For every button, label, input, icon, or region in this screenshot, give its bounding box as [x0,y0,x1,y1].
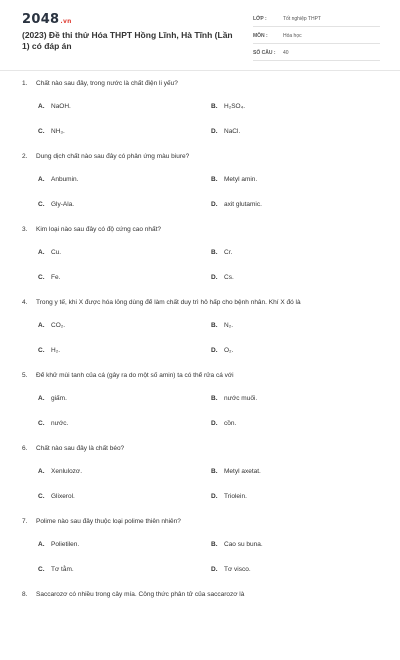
answer-option-c[interactable] [38,420,68,427]
question-stem: Chất nào sau đây là chất béo? [36,445,125,452]
answer-option-b[interactable] [211,468,261,475]
question-item [0,149,400,222]
question-number: 1. [22,80,28,87]
option-text: Glixerol. [51,493,75,500]
meta-value: Tốt nghiệp THPT [283,16,321,22]
option-text: Tơ visco. [224,566,251,573]
option-letter: C. [38,420,45,427]
option-letter: D. [211,420,218,427]
option-letter: B. [211,468,218,475]
option-text: CO₂. [51,322,66,329]
logo-suffix: .vn [60,18,72,25]
answer-option-a[interactable] [38,541,79,548]
option-text: Metyl amin. [224,176,258,183]
answer-option-a[interactable] [38,322,65,329]
answer-option-c[interactable] [38,566,74,573]
exam-title: (2023) Đề thi thử Hóa THPT Hồng Lĩnh, Hà Tĩnh (Lần 1) có đáp án [22,30,233,51]
question-text [22,518,382,525]
meta-label: SỐ CÂU : [253,50,276,56]
answer-option-b[interactable] [211,249,232,256]
option-text: NaCl. [224,128,241,135]
answer-option-d[interactable] [211,274,234,281]
answer-option-c[interactable] [38,347,60,354]
option-text: Tơ tằm. [51,566,74,573]
meta-row-subject [253,29,380,44]
option-text: Gly-Ala. [51,201,75,208]
option-text: Cao su buna. [224,541,263,548]
question-stem: Trong y tế, khi X được hóa lỏng dùng để làm chất duy trì hô hấp cho bệnh nhân. Khí X đó là [36,299,301,306]
option-letter: A. [38,249,45,256]
question-number: 2. [22,153,28,160]
question-number: 7. [22,518,28,525]
header [0,0,400,66]
question-text [22,591,382,598]
logo-text: 2048 [22,12,60,27]
option-text: Anbumin. [51,176,79,183]
question-list [0,76,400,660]
option-text: Cr. [224,249,233,256]
question-number: 3. [22,226,28,233]
option-text: H₂. [51,347,61,354]
meta-row-count [253,46,380,61]
option-text: Triolein. [224,493,247,500]
answer-option-d[interactable] [211,201,262,208]
answer-option-a[interactable] [38,103,71,110]
option-letter: B. [211,103,218,110]
option-letter: D. [211,347,218,354]
question-text [22,80,382,87]
option-text: H₂SO₄. [224,103,246,110]
question-stem: Kim loại nào sau đây có độ cứng cao nhất? [36,226,162,233]
question-number: 8. [22,591,28,598]
answer-option-b[interactable] [211,395,257,402]
answer-option-c[interactable] [38,493,75,500]
question-stem: Saccarozơ có nhiều trong cây mía. Công thức phân tử của saccarozơ là [36,591,245,598]
option-letter: D. [211,566,218,573]
question-text [22,153,382,160]
option-letter: D. [211,201,218,208]
option-text: Fe. [51,274,61,281]
option-letter: A. [38,176,45,183]
option-text: giấm. [51,395,67,402]
question-text [22,299,382,306]
question-number: 4. [22,299,28,306]
option-letter: B. [211,176,218,183]
option-text: NaOH. [51,103,71,110]
option-text: nước muối. [224,395,258,402]
option-text: N₂. [224,322,234,329]
meta-row-class [253,12,380,27]
option-letter: C. [38,493,45,500]
option-text: Cu. [51,249,62,256]
question-item [0,587,400,660]
option-letter: B. [211,395,218,402]
option-letter: B. [211,249,218,256]
option-letter: C. [38,128,45,135]
option-letter: B. [211,322,218,329]
option-letter: C. [38,274,45,281]
meta-value: Hóa học [283,33,302,39]
option-letter: A. [38,322,45,329]
question-item [0,441,400,514]
answer-option-b[interactable] [211,176,257,183]
answer-option-d[interactable] [211,493,247,500]
answer-option-b[interactable] [211,103,245,110]
exam-meta [253,12,380,63]
question-stem: Polime nào sau đây thuộc loại polime thiên nhiên? [36,518,181,525]
header-divider [0,70,400,71]
meta-value: 40 [283,50,289,56]
option-letter: C. [38,347,45,354]
option-letter: C. [38,201,45,208]
option-letter: A. [38,541,45,548]
option-letter: A. [38,395,45,402]
option-letter: D. [211,274,218,281]
answer-option-d[interactable] [211,347,233,354]
answer-option-a[interactable] [38,176,78,183]
answer-option-c[interactable] [38,128,65,135]
option-text: NH₃. [51,128,65,135]
option-text: cồn. [224,420,237,427]
question-item [0,514,400,587]
answer-option-a[interactable] [38,468,82,475]
question-text [22,445,382,452]
option-letter: A. [38,468,45,475]
option-text: Cs. [224,274,234,281]
question-item [0,295,400,368]
answer-option-b[interactable] [211,322,233,329]
option-letter: C. [38,566,45,573]
site-logo[interactable] [22,12,72,27]
option-text: axit glutamic. [224,201,262,208]
answer-option-d[interactable] [211,128,240,135]
question-text [22,372,382,379]
question-stem: Để khử mùi tanh của cá (gây ra do một số amin) ta có thể rửa cá với [36,372,234,379]
option-text: Xenlulozơ. [51,468,83,475]
answer-option-a[interactable] [38,249,61,256]
answer-option-c[interactable] [38,201,74,208]
option-letter: A. [38,103,45,110]
option-letter: D. [211,128,218,135]
question-stem: Chất nào sau đây, trong nước là chất điện li yếu? [36,80,178,87]
question-number: 6. [22,445,28,452]
answer-option-d[interactable] [211,420,236,427]
option-text: nước. [51,420,69,427]
option-letter: D. [211,493,218,500]
option-text: Metyl axetat. [224,468,261,475]
meta-label: MÔN : [253,33,268,39]
answer-option-b[interactable] [211,541,263,548]
option-letter: B. [211,541,218,548]
question-text [22,226,382,233]
question-item [0,222,400,295]
answer-option-a[interactable] [38,395,67,402]
option-text: Polietilen. [51,541,80,548]
answer-option-c[interactable] [38,274,60,281]
question-item [0,368,400,441]
question-stem: Dung dịch chất nào sau đây có phản ứng màu biure? [36,153,190,160]
question-item [0,76,400,149]
option-text: O₂. [224,347,234,354]
meta-label: LỚP : [253,16,267,22]
question-number: 5. [22,372,28,379]
answer-option-d[interactable] [211,566,251,573]
